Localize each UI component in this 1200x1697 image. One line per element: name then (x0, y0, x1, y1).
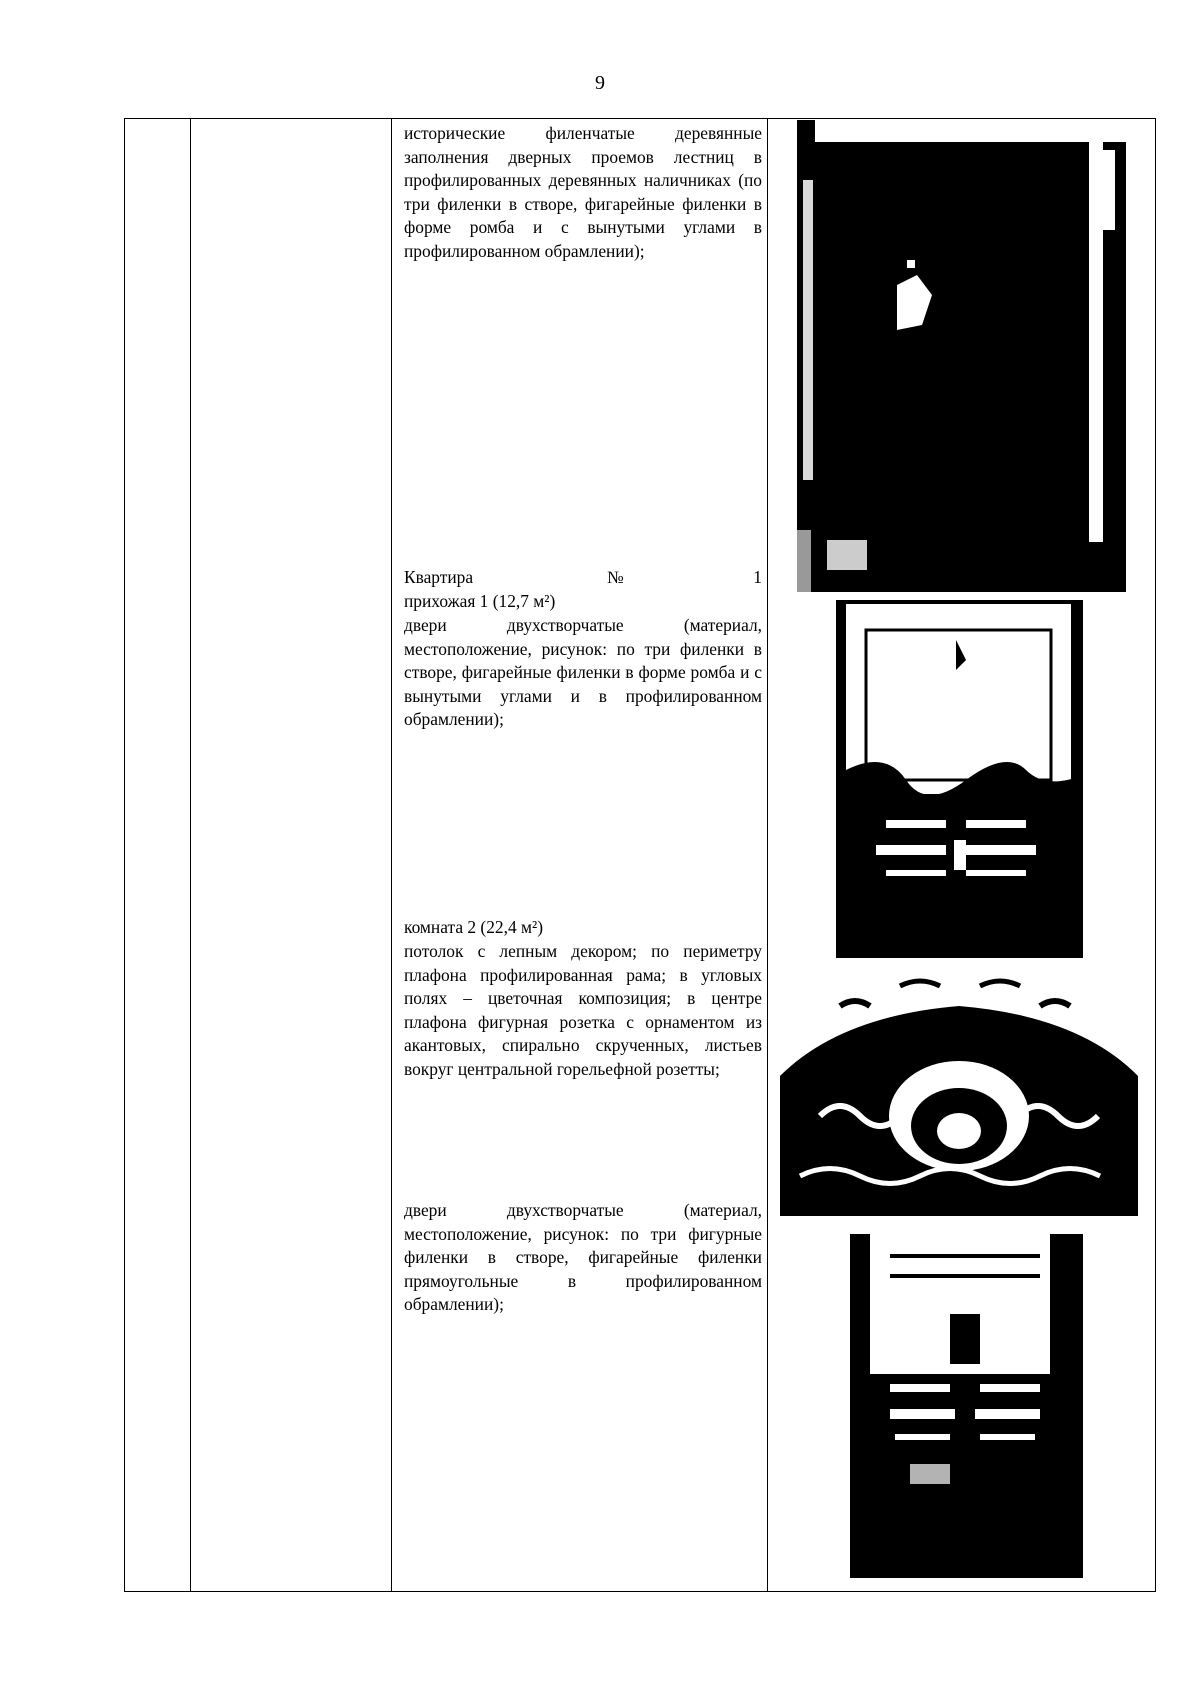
column-divider (391, 119, 392, 1591)
column-divider (190, 119, 191, 1591)
hallway-door-photo (836, 600, 1083, 958)
staircase-door-photo (797, 120, 1126, 592)
apartment-heading-text: Квартира №1 (404, 567, 762, 587)
column-divider (767, 119, 768, 1591)
staircase-doors-description: исторические филенчатые деревянные заполнения дверных проемов лестниц в профилированных деревянных наличниках (по три филенки в створе, фигарейные филенки в форме ромба и с вынутыми углами в профилированном обрамлении); (404, 123, 762, 261)
room2-heading: комната 2 (22,4 м²) (404, 917, 544, 937)
room2-door-photo (850, 1234, 1083, 1578)
room2-doors-description: двери двухстворчатые (материал, местоположение, рисунок: по три фигурные филенки в створе, фигарейные филенки прямоугольные в профилированном обрамлении); (404, 1200, 762, 1315)
page-number: 9 (595, 72, 605, 94)
hallway-doors-description: двери двухстворчатые (материал, местоположение, рисунок: по три филенки в створе, фигарейные филенки в форме ромба и с вынутыми углами и в профилированном обрамлении); (404, 615, 762, 730)
room2-ceiling-photo (780, 966, 1138, 1216)
hallway-heading: прихожая 1 (12,7 м²) (404, 591, 556, 611)
room2-ceiling-description: потолок с лепным декором; по периметру плафона профилированная рама; в угловых полях – цветочная композиция; в центре плафона фигурная розетка с орнаментом из акантовых, спирально скрученных, листьев вокруг центральной горельефной розетты; (404, 941, 762, 1079)
apartment-heading (404, 566, 762, 590)
